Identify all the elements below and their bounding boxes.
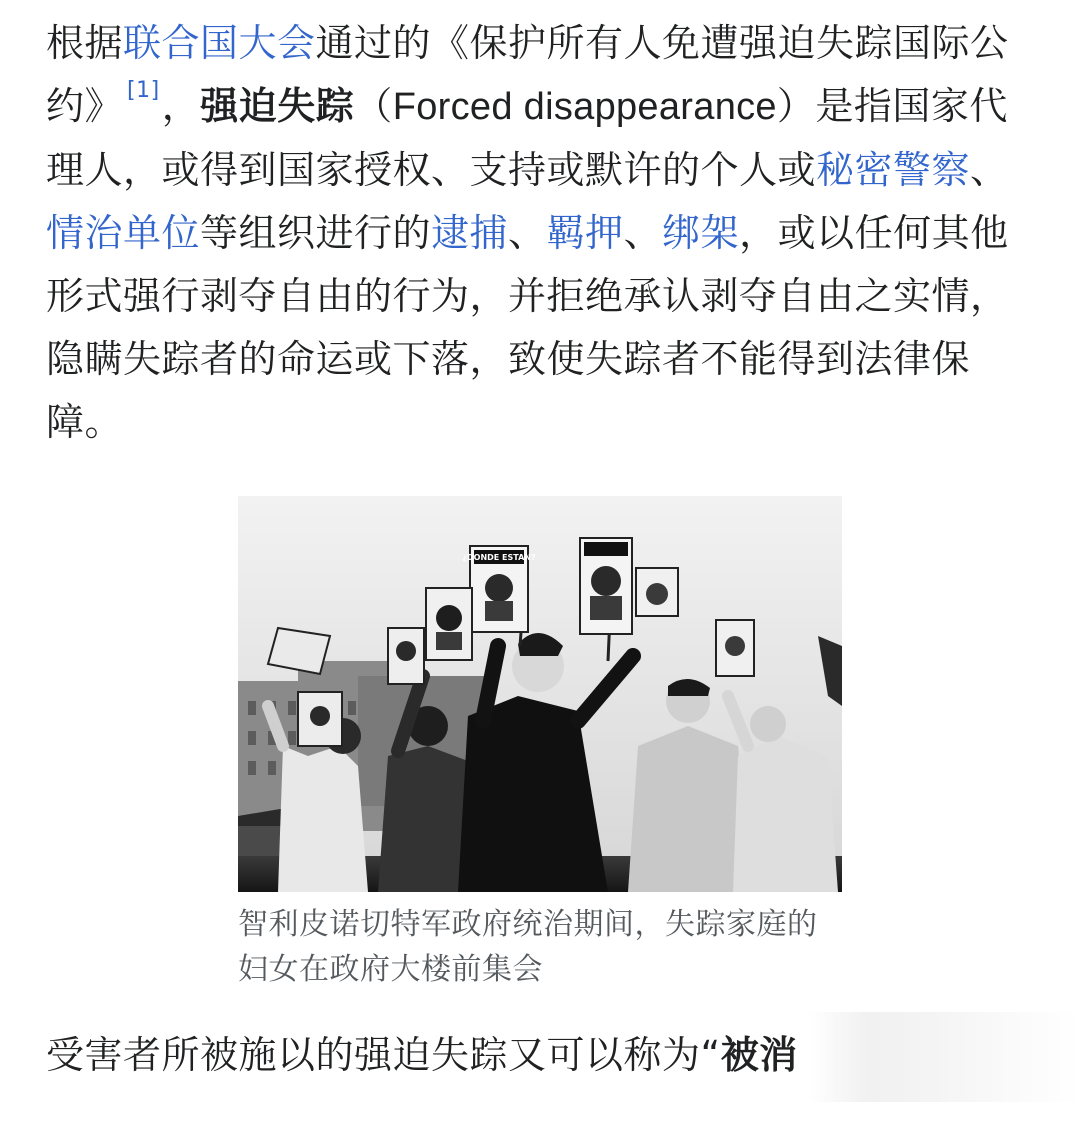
- lead-paragraph: [46, 12, 1036, 454]
- link-secret-police[interactable]: 秘密警察: [816, 148, 971, 192]
- figure-caption: 智利皮诺切特军政府统治期间，失踪家庭的妇女在政府大楼前集会: [238, 907, 818, 987]
- second-paragraph: [46, 1024, 798, 1087]
- english-term: Forced disappearance: [392, 86, 777, 128]
- text-segment: ，或以任何其他形式强行剥夺自由的行为，并拒绝承认剥夺自由之实情，隐瞒失踪者的命运或下落，致使失踪者不能得到法律保障。: [46, 211, 1009, 444]
- article-body: [46, 12, 1036, 454]
- link-arrest[interactable]: 逮捕: [431, 211, 509, 255]
- link-detain[interactable]: 羁押: [546, 211, 624, 255]
- protest-photo[interactable]: [238, 496, 842, 892]
- text-segment: 通过的《保护所有人免遭强迫失踪国际公约》: [46, 21, 1009, 128]
- text-segment: 根据: [46, 21, 124, 65]
- text-segment: 受害者所被施以的强迫失踪又可以称为“: [46, 1033, 721, 1077]
- text-fade-overlay: [808, 1012, 1080, 1102]
- sign-text: ¿DONDE ESTAN?: [462, 553, 536, 562]
- term-forced-disappearance: 强迫失踪: [200, 84, 355, 128]
- figure: [238, 496, 842, 992]
- text-segment: （: [354, 84, 393, 128]
- text-segment: ）是指国家代理人，或得到国家授权、支持或默许的个人或: [46, 84, 1008, 192]
- text-segment: 、: [508, 211, 547, 255]
- text-segment: 、: [970, 148, 1009, 192]
- bold-term: 被消: [720, 1033, 798, 1077]
- reference-1[interactable]: [1]: [127, 78, 160, 103]
- link-kidnap[interactable]: 绑架: [662, 211, 740, 255]
- link-un-general-assembly[interactable]: 联合国大会: [123, 21, 316, 65]
- text-segment: ，: [161, 84, 201, 128]
- text-segment: 等组织进行的: [200, 211, 432, 255]
- link-intelligence-unit[interactable]: 情治单位: [46, 211, 201, 255]
- text-segment: 、: [623, 211, 663, 255]
